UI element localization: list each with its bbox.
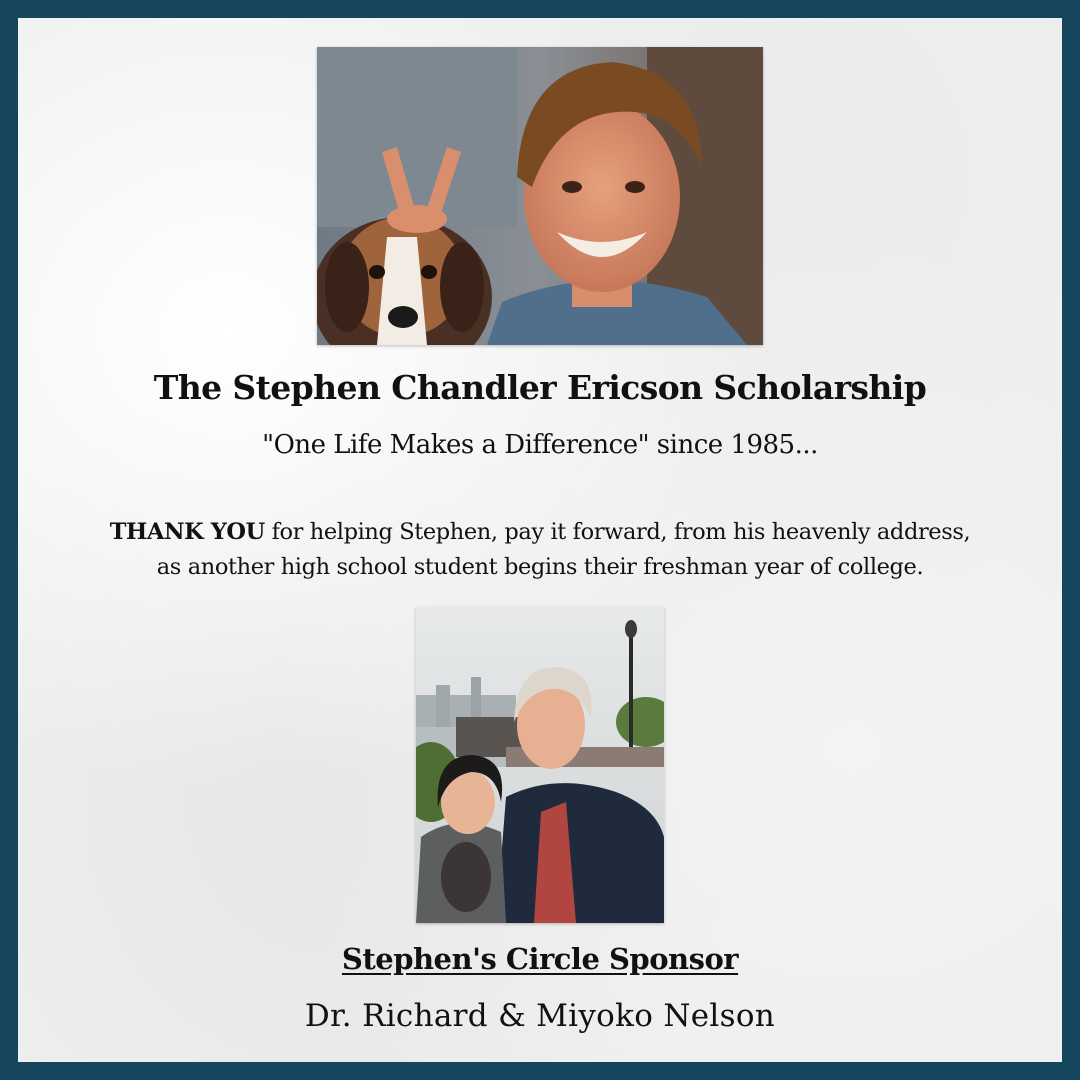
sponsor-heading: Stephen's Circle Sponsor xyxy=(341,942,739,976)
paper-card xyxy=(18,18,1062,1062)
thank-you-line-1: for helping Stephen, pay it forward, from his heavenly address, xyxy=(264,519,971,545)
scholarship-title: The Stephen Chandler Ericson Scholarship xyxy=(153,368,927,407)
tagline: "One Life Makes a Difference" since 1985... xyxy=(262,430,818,460)
boy-with-dog-photo xyxy=(317,47,763,345)
thank-you-emphasis: THANK YOU xyxy=(109,519,265,545)
sponsor-names: Dr. Richard & Miyoko Nelson xyxy=(304,998,776,1034)
sponsor-couple-photo xyxy=(416,607,664,923)
thank-you-line-2: as another high school student begins their freshman year of college. xyxy=(156,554,924,580)
thank-you-message xyxy=(38,515,1042,585)
